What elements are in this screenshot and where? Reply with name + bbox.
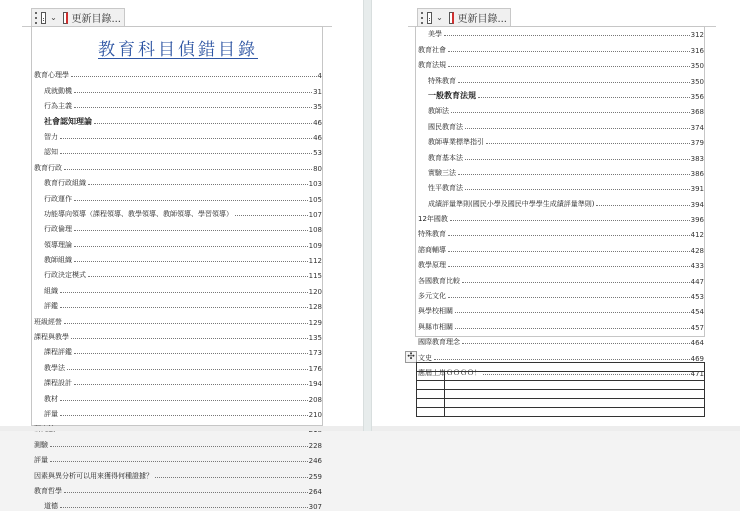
toc-leader [465, 159, 690, 160]
toc-entry-text: 國民教育法 [428, 122, 463, 131]
toc-entry[interactable] [34, 65, 322, 80]
toc-leader [458, 82, 690, 83]
toc-entry[interactable] [418, 270, 704, 285]
toc-page-number: 457 [690, 323, 704, 332]
toc-entry[interactable] [418, 55, 704, 70]
split-divider[interactable] [363, 0, 372, 431]
toc-entry-text: 道德 [44, 502, 58, 511]
toc-entry-text: 評量 [34, 456, 48, 465]
toc-entry[interactable] [34, 80, 322, 95]
update-toc-button[interactable]: 更新目錄... [457, 14, 507, 25]
toc-entry-text: 教師組織 [44, 256, 72, 265]
toc-leader [596, 205, 689, 206]
toc-page-number: 112 [308, 257, 322, 266]
toc-page-number: 469 [690, 354, 704, 363]
toc-leader [465, 128, 690, 129]
table-cell[interactable] [417, 381, 445, 390]
toc-page-number: 447 [690, 277, 704, 286]
toc-page-number: 129 [308, 318, 322, 327]
toc-page-number: 350 [690, 77, 704, 86]
toc-entry[interactable] [418, 332, 704, 347]
left-document-pane [0, 0, 363, 511]
toc-entry-text: 特殊教育 [418, 230, 446, 239]
toc-page-number: 312 [690, 31, 704, 40]
toc-entry-text: 12年國教 [418, 215, 448, 224]
toc-leader [74, 107, 312, 108]
toc-leader [74, 230, 308, 231]
toc-leader [67, 369, 308, 370]
toc-entry-text: 教育哲學 [34, 486, 62, 495]
toc-page-number: 35 [313, 103, 322, 112]
toc-page-number: 464 [690, 339, 704, 348]
toc-page-number: 394 [690, 200, 704, 209]
toc-page-number: 264 [308, 487, 322, 496]
toc-page-number: 53 [313, 149, 322, 158]
toc-entry-text: 教育行政 [34, 163, 62, 172]
toc-page-number: 391 [690, 185, 704, 194]
toc-page-number: 109 [308, 241, 322, 250]
toc-entry-text: 社會認知理論 [44, 116, 92, 126]
toc-leader [60, 507, 308, 508]
toc-page-number: 307 [308, 503, 322, 511]
toc-page-number: 115 [308, 272, 322, 281]
toc-entry-text: 教育基本法 [428, 153, 463, 162]
toc-list [34, 65, 322, 511]
toc-entry[interactable] [418, 286, 704, 301]
toc-entry[interactable] [418, 163, 704, 178]
toc-leader [455, 328, 690, 329]
toc-leader [74, 246, 308, 247]
toc-entry-text: 性平教育法 [428, 184, 463, 193]
toc-page-number: 46 [313, 118, 322, 127]
toc-leader [50, 446, 308, 447]
toc-page-number: 103 [308, 180, 322, 189]
toc-entry-text: 評量 [44, 409, 58, 418]
table-row [417, 408, 705, 417]
toc-entry-text: 教材 [44, 394, 58, 403]
toc-leader [451, 112, 690, 113]
toc-leader [88, 184, 308, 185]
toc-entry[interactable] [418, 39, 704, 54]
toc-page-number: 120 [308, 287, 322, 296]
toc-entry-text: 行政運作 [44, 194, 72, 203]
update-toc-icon[interactable] [449, 12, 455, 24]
toc-leader [434, 359, 690, 360]
toc-entry-text: 成就動機 [44, 86, 72, 95]
toc-entry[interactable] [34, 219, 322, 234]
table-cell[interactable] [417, 372, 445, 381]
toc-page-number: 128 [308, 303, 322, 312]
toc-page-continued [415, 26, 705, 378]
toc-entry[interactable] [34, 373, 322, 388]
toc-entry-text: 多元文化 [418, 292, 446, 301]
toc-entry[interactable] [34, 127, 322, 142]
table-row [417, 390, 705, 399]
toc-entry-text: 教育心理學 [34, 71, 69, 80]
grip-handle-icon[interactable] [421, 12, 423, 24]
toc-entry-text: 測驗 [34, 440, 48, 449]
toc-entry-text: 課程評鑑 [44, 348, 72, 357]
toc-page-number: 374 [690, 123, 704, 132]
toc-page-number: 428 [690, 246, 704, 255]
toc-page-number: 31 [313, 87, 322, 96]
toc-leader [450, 220, 690, 221]
toc-entry[interactable] [34, 157, 322, 172]
toc-entry-text: 教育法規 [418, 61, 446, 70]
toc-entry-text: 應屆上岸ＧＯＧＯ！ [418, 368, 481, 377]
toc-entry[interactable] [418, 209, 704, 224]
toc-entry[interactable] [34, 188, 322, 203]
toc-entry[interactable] [34, 142, 322, 157]
toc-entry-text: 行政決定模式 [44, 271, 86, 280]
toc-entry-text: 實驗三法 [428, 168, 456, 177]
toc-entry[interactable] [34, 450, 322, 465]
toc-entry-text: 評鑑 [44, 302, 58, 311]
table-row [417, 381, 705, 390]
toc-entry[interactable] [34, 280, 322, 295]
toc-leader [448, 235, 690, 236]
toc-leader [60, 292, 308, 293]
toc-leader [71, 338, 308, 339]
toc-entry[interactable] [34, 465, 322, 480]
toc-page-number: 368 [690, 108, 704, 117]
toc-entry-text: 領導理論 [44, 240, 72, 249]
toc-page-number: 453 [690, 293, 704, 302]
page-gap [0, 426, 363, 431]
toc-entry[interactable] [34, 311, 322, 326]
toc-page-number: 107 [308, 210, 322, 219]
toc-entry[interactable] [34, 111, 322, 126]
toc-leader [64, 169, 312, 170]
toc-page-number: 246 [308, 457, 322, 466]
toc-page-number: 46 [313, 133, 322, 142]
toc-leader [88, 276, 308, 277]
toc-entry[interactable] [418, 101, 704, 116]
toc-entry-text: 認知 [44, 148, 58, 157]
move-cross-icon[interactable]: ✣ [405, 351, 417, 363]
toc-page [31, 26, 323, 511]
toc-leader [64, 492, 308, 493]
toc-entry-text: 因素與異分析可以用來獲得何種證據？ [34, 471, 153, 480]
table-row [417, 372, 705, 381]
toc-entry-text: 特殊教育 [428, 76, 456, 85]
toc-leader [448, 51, 690, 52]
update-toc-button[interactable]: 更新目錄... [71, 14, 121, 25]
toc-entry[interactable] [418, 147, 704, 162]
toc-leader [60, 138, 312, 139]
toc-entry-text: 教育社會 [418, 45, 446, 54]
toc-leader [455, 312, 690, 313]
chevron-down-icon[interactable]: ⌄ [436, 13, 443, 22]
toc-leader [60, 153, 312, 154]
toc-entry[interactable] [34, 342, 322, 357]
table-row [417, 363, 705, 372]
toc-entry-text: 教育行政組織 [44, 179, 86, 188]
toc-leader [235, 215, 308, 216]
toc-leader [444, 35, 690, 36]
toc-leader [448, 251, 690, 252]
toc-entry[interactable] [418, 224, 704, 239]
toc-entry[interactable] [34, 173, 322, 188]
toc-page-number: 412 [690, 231, 704, 240]
toc-entry[interactable] [418, 301, 704, 316]
toc-entry[interactable] [418, 239, 704, 254]
toc-page-number: 396 [690, 216, 704, 225]
toc-leader [462, 282, 690, 283]
toc-entry-text: 成績評量準則(國民小學及國民中學學生成績評量準則) [428, 199, 595, 208]
toc-entry[interactable] [34, 250, 322, 265]
toc-entry-text: 文史 [418, 353, 432, 362]
toc-entry[interactable] [34, 404, 322, 419]
toc-entry[interactable] [418, 24, 704, 39]
toc-page-number: 228 [308, 441, 322, 450]
table-cell[interactable] [417, 408, 445, 417]
toc-page-number: 135 [308, 334, 322, 343]
toc-page-number: 173 [308, 349, 322, 358]
table-cell[interactable] [417, 390, 445, 399]
table-cell[interactable] [417, 363, 705, 372]
toc-entry-text: 功能導向領導（課程領導、教學領導、教師領導、學習領導） [44, 209, 233, 218]
toc-entry[interactable] [34, 296, 322, 311]
table-cell[interactable] [445, 390, 705, 399]
toc-entry[interactable] [34, 265, 322, 280]
toc-leader [448, 266, 690, 267]
toc-entry[interactable] [34, 96, 322, 111]
table-cell[interactable] [445, 399, 705, 408]
toc-leader [94, 123, 312, 124]
toc-leader [74, 261, 308, 262]
toc-leader [60, 415, 308, 416]
toc-page-number: 379 [690, 139, 704, 148]
toc-entry[interactable] [34, 481, 322, 496]
toc-leader [74, 384, 308, 385]
page-title: 教育科目偵錯目錄 [98, 40, 258, 60]
toc-entry[interactable] [418, 132, 704, 147]
toc-entry-text: 美學 [428, 30, 442, 39]
toc-entry[interactable] [418, 116, 704, 131]
toc-list [418, 24, 704, 378]
table-row [417, 399, 705, 408]
toc-leader [74, 92, 312, 93]
document-icon[interactable] [41, 12, 46, 24]
toc-page-number: 316 [690, 46, 704, 55]
chevron-down-icon[interactable]: ⌄ [50, 13, 57, 22]
toc-page-number: 471 [690, 369, 704, 378]
toc-entry[interactable] [34, 434, 322, 449]
toc-page-number: 386 [690, 169, 704, 178]
toc-entry[interactable] [418, 316, 704, 331]
toc-leader [74, 200, 308, 201]
toc-page-number: 176 [308, 364, 322, 373]
toc-page-number: 454 [690, 308, 704, 317]
toc-entry[interactable] [418, 193, 704, 208]
toc-entry-text: 教師專業標準指引 [428, 138, 484, 147]
table-cell[interactable] [445, 408, 705, 417]
toc-entry-text: 課程設計 [44, 379, 72, 388]
toc-page-number: 383 [690, 154, 704, 163]
toc-leader [50, 461, 308, 462]
toc-entry-text: 教師法 [428, 107, 449, 116]
document-icon[interactable] [427, 12, 432, 24]
toc-leader [465, 189, 690, 190]
toc-page-number: 194 [308, 380, 322, 389]
toc-toolbar [31, 8, 125, 27]
toc-page-number: 4 [317, 72, 322, 81]
toc-page-number: 108 [308, 226, 322, 235]
toc-entry-text: 一般教育法規 [428, 90, 476, 100]
toc-entry[interactable] [34, 496, 322, 511]
toc-leader [60, 307, 308, 308]
toc-entry-text: 國際教育理念 [418, 338, 460, 347]
toc-leader [448, 297, 690, 298]
toc-leader [486, 143, 690, 144]
toc-entry[interactable] [418, 86, 704, 101]
toc-leader [155, 477, 308, 478]
right-document-pane [372, 0, 740, 431]
toc-leader [64, 323, 308, 324]
toc-leader [478, 97, 690, 98]
toc-page-number: 105 [308, 195, 322, 204]
toc-leader [74, 353, 308, 354]
toc-entry-text: 諮商輔導 [418, 245, 446, 254]
toc-page-number: 208 [308, 395, 322, 404]
update-toc-icon[interactable] [63, 12, 69, 24]
toc-entry-text: 智力 [44, 132, 58, 141]
toc-entry-text: 行為主義 [44, 102, 72, 111]
toc-entry-text: 行政倫理 [44, 225, 72, 234]
toc-entry[interactable] [34, 388, 322, 403]
table-cell[interactable] [417, 399, 445, 408]
toc-page-number: 259 [308, 472, 322, 481]
toc-leader [458, 174, 690, 175]
toc-entry-text: 各國教育比較 [418, 276, 460, 285]
toc-page-number: 80 [313, 164, 322, 173]
toc-entry-text: 組織 [44, 286, 58, 295]
toc-entry-text: 教學原理 [418, 261, 446, 270]
toc-page-number: 350 [690, 62, 704, 71]
document-table[interactable] [416, 362, 705, 417]
page-gap [372, 426, 740, 431]
toc-entry-text: 教學法 [44, 363, 65, 372]
grip-handle-icon[interactable] [35, 12, 37, 24]
toc-entry-text: 課程與教學 [34, 333, 69, 342]
toc-entry[interactable] [418, 347, 704, 362]
toc-entry[interactable] [34, 234, 322, 249]
toc-leader [60, 400, 308, 401]
table-cell[interactable] [445, 381, 705, 390]
toc-page-number: 433 [690, 262, 704, 271]
toc-entry[interactable] [34, 204, 322, 219]
toc-entry[interactable] [34, 327, 322, 342]
toc-entry[interactable] [34, 357, 322, 372]
toc-entry-text: 班級經營 [34, 317, 62, 326]
toc-entry-text: 與縣市相關 [418, 322, 453, 331]
toc-leader [462, 343, 690, 344]
toc-leader [71, 76, 317, 77]
toc-page-number: 210 [308, 410, 322, 419]
toc-entry[interactable] [418, 178, 704, 193]
toc-page-number: 356 [690, 92, 704, 101]
toc-entry[interactable] [418, 255, 704, 270]
toc-entry-text: 與學校相關 [418, 307, 453, 316]
toc-leader [448, 66, 690, 67]
toc-entry[interactable] [418, 70, 704, 85]
